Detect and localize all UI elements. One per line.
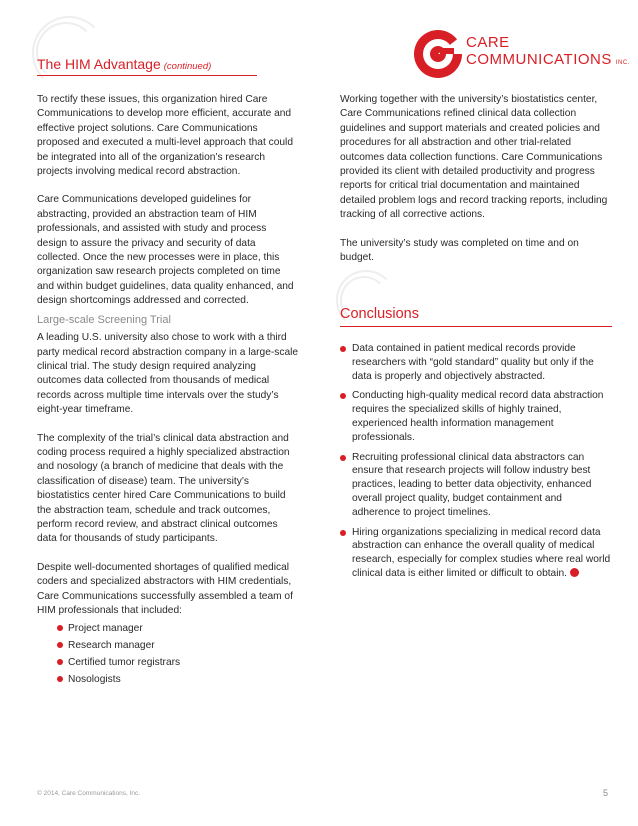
logo-line-2: COMMUNICATIONS [466,51,612,68]
list-item [340,389,612,444]
list-item [340,526,612,581]
bullet-icon [57,676,63,682]
title-divider [37,75,257,76]
paragraph: Despite well-documented shortages of qualified medical coders and specialized abstractors with HIM credentials, Care Communications successfully assembled a team of HIM professionals that included: [37,561,293,616]
bullet-icon [340,455,346,461]
list-item [57,671,299,688]
left-column [37,93,299,688]
list-item-text: Data contained in patient medical records provide researchers with “gold standard” quality but only if the data is properly and objectively abstracted. [352,343,594,382]
company-logo [412,28,630,84]
list-item-text: Recruiting professional clinical data abstractors can ensure that research projects will follow industry best practices, leading to better data objectivity, enhanced overall project quality, budget containment and adherence to project timelines. [352,451,592,518]
list-item-text: Conducting high-quality medical record data abstraction requires the specialized skills of highly trained, experienced health information management professionals. [352,390,604,443]
logo-wordmark [466,34,630,72]
paragraph: The complexity of the trial’s clinical data abstraction and coding process required a highly specialized abstraction and nosology (a branch of medicine that deals with the classification of disease) team. The university’s biostatistics center hired Care Communications to build the abstraction team, schedule and track outcomes, perform record review, and abstract clinical outcomes data for thousands of study participants. [37,432,290,545]
list-item-text: Nosologists [68,674,121,686]
page-title-subtitle: (continued) [163,61,212,72]
paragraph: A leading U.S. university also chose to work with a third party medical record abstraction company in a large-scale clinical trial. The study design required analyzing outcomes data collected from thousands of medical records across multiple time intervals over the study’s eight-year timeframe. [37,332,299,416]
logo-inc: INC. [615,60,630,66]
conclusions-list [340,342,612,587]
list-item [340,342,612,383]
list-item [57,620,299,637]
paragraph: Working together with the university’s biostatistics center, Care Communications refined clinical data collection guidelines and support materials and created policies and procedures for all abstraction and other trial-related outcomes data collection functions. Care Communications provided its client with detailed productivity and progress reports for critical trial documentation and maintained detailed problem logs and record tracking reports, including tracking of all corrective actions. [340,94,608,221]
end-mark-icon [570,568,579,577]
copyright-footer: © 2014, Care Communications, Inc. [37,790,141,797]
list-item-text: Certified tumor registrars [68,657,181,669]
list-item [57,654,299,671]
paragraph: Care Communications developed guidelines for abstracting, provided an abstraction team of HIM professionals, and assisted with study and process design to assure the privacy and security of data collected. Once the new processes were in place, this organization saw research projects completed on time and within budget guidelines, data quality enhanced, and design shortcomings addressed and corrected. [37,194,294,307]
list-item-text: Research manager [68,640,155,652]
team-roles-list [37,620,299,688]
page-number: 5 [603,788,609,798]
paragraph: To rectify these issues, this organization hired Care Communications to develop more efficient, accurate and effective project solutions. Care Communications proposed and executed a multi-level approach that could be integrated into all of the organization’s research projects involving medical record abstraction. [37,94,293,178]
list-item [57,637,299,654]
logo-mark-icon [412,28,464,80]
list-item [340,451,612,520]
bullet-icon [340,530,346,536]
bullet-icon [340,346,346,352]
bullet-icon [340,393,346,399]
list-item-text: Hiring organizations specializing in medical record data abstraction can enhance the overall quality of medical research, especially for complex studies where real world clinical data is either limited or difficult to obtain. [352,526,611,579]
paragraph: The university’s study was completed on time and on budget. [340,237,579,264]
conclusions-divider [340,326,612,327]
bullet-icon [57,659,63,665]
bullet-icon [57,642,63,648]
page-title-text: The HIM Advantage [37,56,161,72]
logo-line-1: CARE [466,34,510,51]
right-column [340,93,610,279]
bullet-icon [57,625,63,631]
conclusions-heading: Conclusions [340,306,419,322]
list-item-text: Project manager [68,623,143,635]
page-title [37,56,211,72]
section-subheading: Large-scale Screening Trial [37,313,171,326]
decorative-swirl [36,22,96,82]
